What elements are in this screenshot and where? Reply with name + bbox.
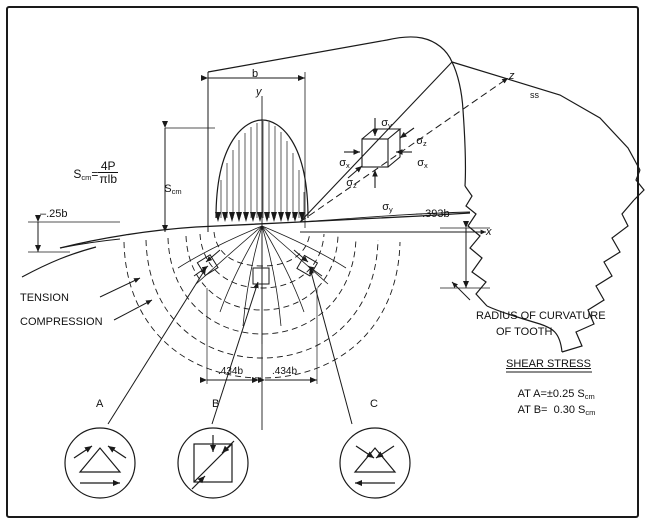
dimension-25b [28, 222, 120, 252]
label-sigma-z-left [334, 164, 357, 203]
label-sigma-x-right [405, 144, 428, 183]
formula-denominator: πlb [99, 172, 117, 187]
sigma-z-left-sub: z [353, 180, 357, 190]
dimension-label-b: b [252, 68, 259, 80]
dimension-label-434b-right: .434b [272, 366, 298, 377]
stress-elements-in-field [197, 255, 317, 284]
shear-b-text: AT B= 0.30 S [517, 403, 586, 416]
scm-base: S [164, 182, 172, 195]
detail-circle-b [178, 428, 248, 498]
label-ss: ss [530, 90, 539, 100]
formula-scm [60, 146, 118, 200]
sigma-y-top-sub: y [388, 120, 392, 130]
sigma-z-left-glyph: σ [346, 176, 354, 189]
formula-lhs-sub: cm [81, 172, 92, 182]
label-compression: COMPRESSION [20, 316, 103, 328]
axis-label-y: y [256, 86, 262, 98]
dimension-label-25b: –.25b [40, 208, 68, 220]
stress-field-radial-lines [178, 226, 346, 344]
dimension-label-393b: –.393b [416, 208, 450, 220]
dimension-label-434b-left: .434b [218, 366, 244, 377]
sigma-x-left-glyph: σ [339, 156, 347, 169]
axis-label-z: z [509, 70, 515, 82]
shear-a-text: AT A=±0.25 S [517, 387, 585, 400]
label-sigma-y-top [369, 104, 392, 143]
detail-label-c: C [370, 398, 378, 410]
label-radius-line1: RADIUS OF CURVATURE [476, 310, 606, 322]
pressure-hatching [221, 121, 304, 218]
label-sigma-y-bottom [370, 188, 393, 227]
formula-fraction [98, 160, 118, 186]
sigma-y-bottom-glyph: σ [382, 200, 390, 213]
shear-b-sub: cm [585, 407, 596, 417]
shear-a-sub: cm [584, 391, 595, 401]
sigma-x-right-sub: x [424, 160, 428, 170]
formula-numerator: 4P [98, 160, 118, 174]
dimension-label-scm [152, 170, 182, 209]
sigma-x-left-sub: x [346, 160, 350, 170]
sigma-z-right-glyph: σ [416, 134, 424, 147]
detail-label-a: A [96, 398, 104, 410]
sigma-y-top-glyph: σ [381, 116, 389, 129]
detail-circle-c [340, 428, 410, 498]
formula-equals: = [91, 167, 99, 181]
axis-label-x: x [486, 226, 492, 238]
sigma-x-right-glyph: σ [417, 156, 425, 169]
detail-circle-a [65, 428, 135, 498]
scm-subscript: cm [171, 186, 182, 196]
formula-lhs: S [73, 167, 82, 181]
sigma-y-bottom-sub: y [389, 204, 393, 214]
sigma-z-right-sub: z [423, 138, 427, 148]
shear-stress-at-b [506, 391, 595, 430]
contact-pressure-arrows [215, 212, 305, 222]
label-radius-line2: OF TOOTH [496, 326, 553, 338]
detail-label-b: B [212, 398, 220, 410]
shear-stress-heading: SHEAR STRESS [506, 358, 591, 370]
label-tension: TENSION [20, 292, 69, 304]
